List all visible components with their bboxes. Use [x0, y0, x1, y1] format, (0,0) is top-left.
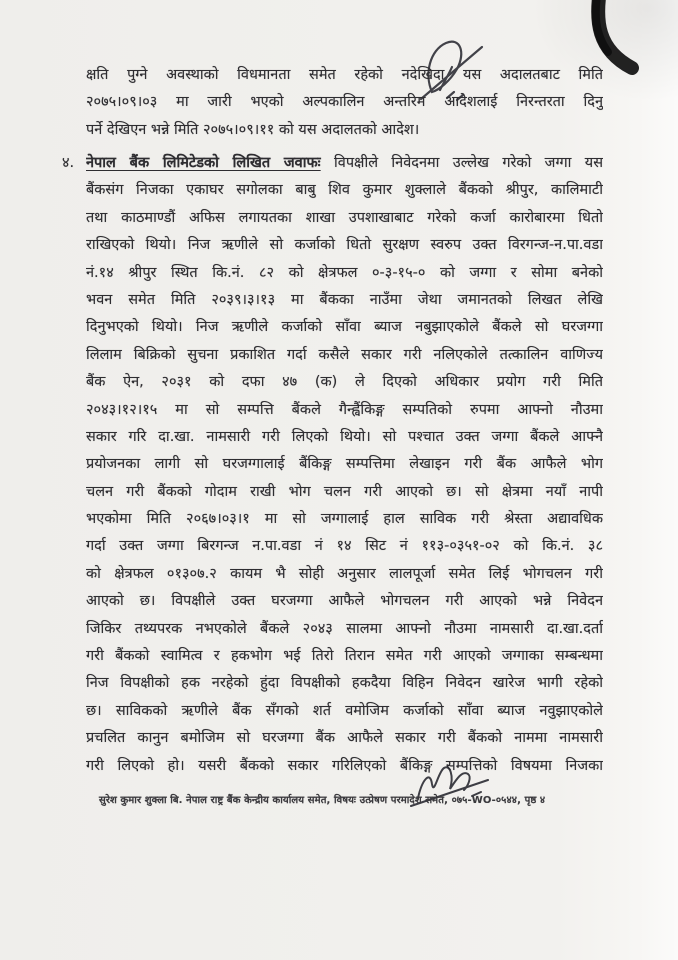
text-line: प्रचलित कानुन बमोजिम सो घरजग्गा बैंक आफैले सकार गरी बैंकको नाममा नामसारी: [86, 730, 603, 747]
paragraph-number: ४.: [62, 155, 75, 171]
para-4-heading-continuation: विपक्षीले निवेदनमा उल्लेख गरेको जग्गा यस: [334, 155, 603, 171]
text-line: नं.१४ श्रीपुर स्थित कि.नं. ८२ को क्षेत्रफल ०-३-१५-० को जग्गा र सोमा बनेको: [86, 264, 603, 281]
text-line: दिनुभएको थियो। निज ऋणीले कर्जाको साँवा ब्याज नबुझाएकोले बैंकले सो घरजग्गा: [86, 319, 603, 336]
para-4: [86, 150, 603, 780]
text-line: २०४३।१२।१५ मा सो सम्पत्ति बैंकले गैन्ह्वैंकिङ्ग सम्पतिको रुपमा आफ्नो नौउमा: [86, 401, 603, 418]
footer-case-number: ०७५-WO-०५४४,: [451, 795, 521, 806]
para-4-heading-line: [86, 150, 603, 177]
text-line: तथा काठमाण्डौं अफिस लगायतका शाखा उपशाखाबाट गरेको कर्जा कारोबारमा धितो: [86, 209, 603, 226]
text-line: को क्षेत्रफल ०१३०७.२ कायम भै सोही अनुसार लालपूर्जा समेत लिई भोगचलन गरी: [86, 565, 603, 582]
para-4-lines: [86, 177, 603, 780]
text-line: प्रयोजनका लागी सो घरजग्गालाई बैंकिङ्ग सम्पत्तिमा लेखाइन गरी बैंक आफैले भोग: [86, 456, 603, 473]
footer-subject: विषयः उत्प्रेषण परमादेश समेत,: [334, 795, 448, 806]
text-line: निज विपक्षीको हक नरहेको हुंदा विपक्षीको हकदैया विहिन निवेदन खारेज भागी रहेको: [86, 675, 603, 692]
text-line: छ। साविकको ऋणीले बैंक सँगको शर्त वमोजिम कर्जाको साँवा ब्याज नवुझाएकोले: [86, 702, 603, 719]
text-line: सकार गरि दा.खा. नामसारी गरी लिएको थियो। सो पश्चात उक्त जग्गा बैंकले आफ्नै: [86, 428, 603, 445]
text-line: पर्ने देखिएन भन्ने मिति २०७५।०९।११ को यस अदालतको आदेश।: [86, 121, 420, 138]
text-line: चलन गरी बैंकको गोदाम राखी भोग चलन गरी आएको छ। सो क्षेत्रमा नयाँ नापी: [86, 483, 603, 500]
text-line: २०७५।०९।०३ मा जारी भएको अल्पकालिन अन्तरिम आदेशलाई निरन्तरता दिनु: [86, 94, 603, 111]
para-4-heading: नेपाल बैंक लिमिटेडको लिखित जवाफः: [86, 155, 321, 171]
text-line: क्षति पुग्ने अवस्थाको विधमानता समेत रहेको नदेखिदा यस अदालतबाट मिति: [86, 67, 603, 83]
text-line: आएको छ। विपक्षीले उक्त घरजग्गा आफैले भोगचलन गरी आएको भन्ने निवेदन: [86, 593, 603, 610]
text-line: बैंकसंग निजका एकाघर सगोलका बाबु शिव कुमार शुक्लाले बैंकको श्रीपुर, कालिमाटी: [86, 182, 603, 199]
text-line: गर्दा उक्त जग्गा बिरगन्ज न.पा.वडा नं १४ सिट नं ११३-०३५१-०२ को कि.नं. ३८: [86, 538, 603, 555]
footer-case-parties: सुरेश कुमार शुक्ला बि. नेपाल राष्ट्र बैंक केन्द्रीय कार्यालय समेत,: [99, 795, 331, 806]
text-line: जिकिर तथ्यपरक नभएकोले बैंकले २०४३ सालमा आफ्नो नौउमा नामसारी दा.खा.दर्ता: [86, 620, 603, 637]
text-line: भवन समेत मिति २०३९।३।१३ मा बैंकका नाउँमा जेथा जमानतको लिखत लेखि: [86, 291, 603, 308]
text-line: गरी लिएको हो। यसरी बैंकको सकार गरिलिएको बैंकिङ्ग सम्पत्तिको विषयमा निजका: [86, 757, 603, 774]
text-line: लिलाम बिक्रिको सुचना प्रकाशित गर्दा कसैले सकार गरी नलिएकोले तत्कालिन वाणिज्य: [86, 346, 603, 363]
footer-page-label: पृष्ठ ४: [524, 795, 546, 806]
intro-paragraph: [86, 62, 603, 144]
text-line: बैंक ऐन, २०३१ को दफा ४७ (क) ले दिएको अधिकार प्रयोग गरी मिति: [86, 374, 603, 391]
text-line: गरी बैंकको स्वामित्व र हकभोग भई तिरो तिरान समेत गरी आएको जग्गाका सम्बन्धमा: [86, 648, 603, 665]
text-line: भएकोमा मिति २०६७।०३।१ मा सो जग्गालाई हाल साविक गरी श्रेस्ता अद्यावधिक: [86, 511, 603, 528]
case-footer: [99, 792, 604, 806]
text-line: राखिएको थियो। निज ऋणीले सो कर्जाको धितो सुरक्षण स्वरुप उक्त विरगन्ज-न.पा.वडा: [86, 237, 603, 254]
